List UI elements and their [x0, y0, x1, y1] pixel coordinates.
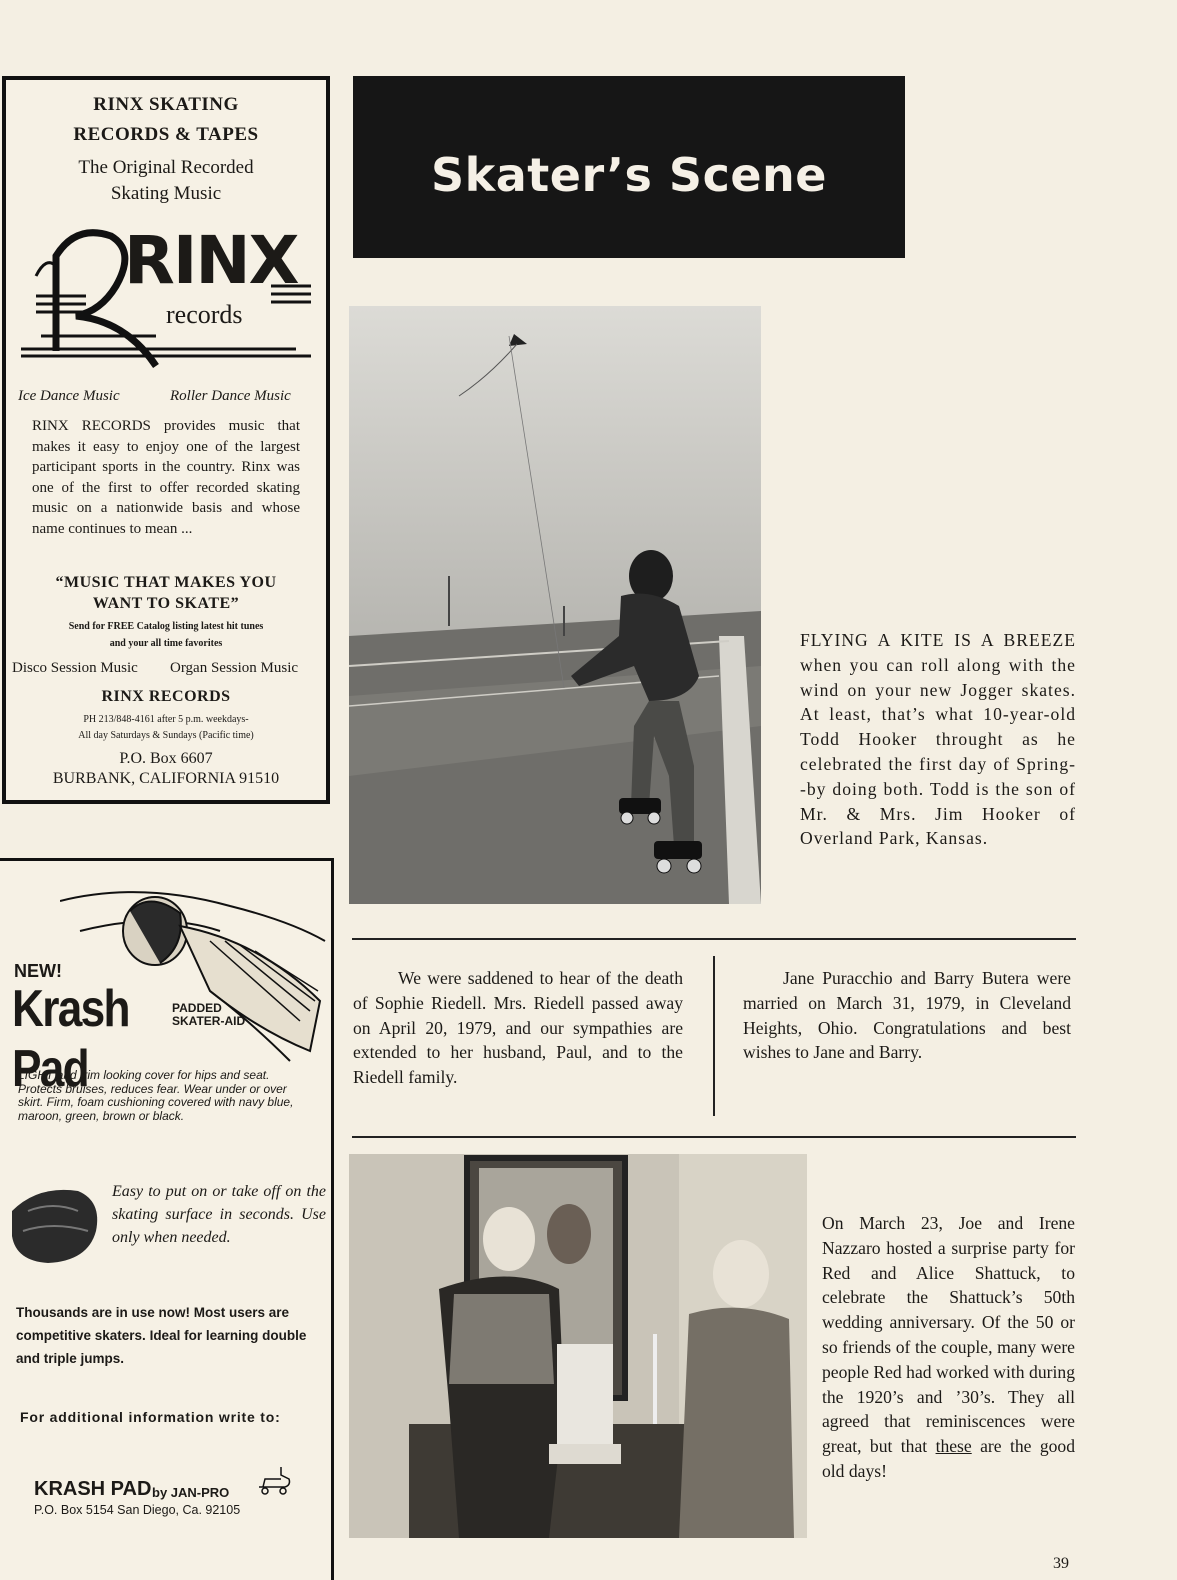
rinx-logo: [16, 216, 316, 376]
skate-logo-icon: [255, 1465, 295, 1495]
krash-info-text: For additional information write to:: [20, 1409, 281, 1425]
section-divider-top: [352, 938, 1076, 940]
rinx-disco: Disco Session Music: [12, 660, 138, 676]
rinx-phone-line2: All day Saturdays & Sundays (Pacific time): [78, 730, 254, 741]
rinx-logo-subtext: records: [166, 300, 243, 329]
wedding-text: Jane Puracchio and Barry Butera were married on March 31, 1979, in Cleveland Heights, Ohio. Congratulations and best wishes to Jane and Barry.: [743, 968, 1071, 1063]
rinx-logo-text: RINX: [124, 222, 298, 299]
section-divider-bottom: [352, 1136, 1076, 1138]
anniversary-text-end: are the good old days!: [822, 1436, 1076, 1481]
anniversary-text-main: On March 23, Joe and Irene Nazzaro hosted a surprise party for Red and Alice Shattuck, to celebrate the Shattuck’s 50th wedding anniversary. Of the 50 or so friends of the couple, many were people Red had worked with during the 1920’s and ’30’s. They all agreed that reminiscences were great, but that: [822, 1213, 1075, 1457]
krash-description: LIGHT and trim looking cover for hips and seat. Protects bruises, reduces fear. Wear under or over skirt. Firm, foam cushioning covered with navy blue, maroon, green, brown or black.: [18, 1068, 294, 1123]
krash-easy-text: Easy to put on or take off on the skating surface in seconds. Use only when needed.: [112, 1183, 326, 1246]
rinx-heading-line1: RINX SKATING: [93, 94, 239, 115]
column-divider: [713, 956, 715, 1116]
krash-tag-line1: PADDED: [172, 1001, 222, 1015]
rinx-subheading-line1: The Original Recorded: [78, 157, 254, 178]
rinx-description: RINX RECORDS provides music that makes it easy to enjoy one of the largest participant sports in the country. Rinx was one of the first to offer recorded skating music on a nationwide basis and whose name continues to mean ...: [32, 418, 300, 537]
kite-caption: FLYING A KITE IS A BREEZE when you can roll along with the wind on your new Jogger skates. At least, that’s what 10-year-old Todd Hooker throught as he celebrated the first day of Spring--by doing both. Todd is the son of Mr. & Mrs. Jim Hooker of Overland Park, Kansas.: [800, 630, 1076, 849]
krash-pad-ad: [0, 858, 334, 1580]
krash-footer-brand: KRASH PAD: [34, 1478, 152, 1500]
krash-tag-line2: SKATER-AID: [172, 1014, 246, 1028]
rinx-po-box: P.O. Box 6607: [119, 750, 213, 767]
krash-brand-wrap: [12, 979, 182, 1098]
krash-brand: Krash Pad: [12, 980, 129, 1098]
rinx-slogan-line2: WANT TO SKATE”: [92, 595, 240, 612]
rinx-organ: Organ Session Music: [170, 660, 299, 676]
page-title: Skater’s Scene: [431, 148, 827, 202]
rinx-records-ad: [2, 76, 330, 804]
page-number: 39: [1053, 1555, 1069, 1572]
krash-users-text: Thousands are in use now! Most users are competitive skaters. Ideal for learning double and triple jumps.: [16, 1305, 307, 1366]
krash-footer-address: P.O. Box 5154 San Diego, Ca. 92105: [34, 1503, 241, 1517]
obituary-text: We were saddened to hear of the death of Sophie Riedell. Mrs. Riedell passed away on April 20, 1979, and our sympathies are extended to her husband, Paul, and to the Riedell family.: [353, 968, 683, 1088]
krash-pad-product-image: [8, 1181, 102, 1267]
krash-new-label: NEW!: [14, 961, 62, 981]
anniversary-text-emphasis: these: [935, 1436, 972, 1457]
rinx-phone-line1: PH 213/848-4161 after 5 p.m. weekdays-: [83, 714, 249, 725]
rinx-subheading-line2: Skating Music: [110, 183, 222, 204]
rinx-ice-dance: Ice Dance Music: [18, 388, 120, 404]
rinx-slogan-line1: “MUSIC THAT MAKES YOU: [55, 574, 277, 591]
rinx-catalog-line1: Send for FREE Catalog listing latest hit tunes: [68, 621, 264, 632]
krash-tagline: [172, 1002, 245, 1028]
rinx-city: BURBANK, CALIFORNIA 91510: [52, 770, 280, 787]
anniversary-photo: [349, 1154, 807, 1538]
anniversary-text: [822, 1211, 1075, 1484]
rinx-catalog-line2: and your all time favorites: [109, 638, 223, 649]
title-banner: [353, 76, 905, 258]
kite-photo-graphic: [349, 306, 761, 904]
krash-pad-graphic: [8, 1181, 102, 1267]
krash-footer-by: by JAN-PRO: [152, 1485, 230, 1500]
rinx-roller-dance: Roller Dance Music: [170, 388, 291, 404]
kite-photo: [349, 306, 761, 904]
rinx-company: RINX RECORDS: [101, 688, 231, 705]
anniversary-photo-graphic: [349, 1154, 807, 1538]
rinx-heading-line2: RECORDS & TAPES: [73, 124, 259, 145]
